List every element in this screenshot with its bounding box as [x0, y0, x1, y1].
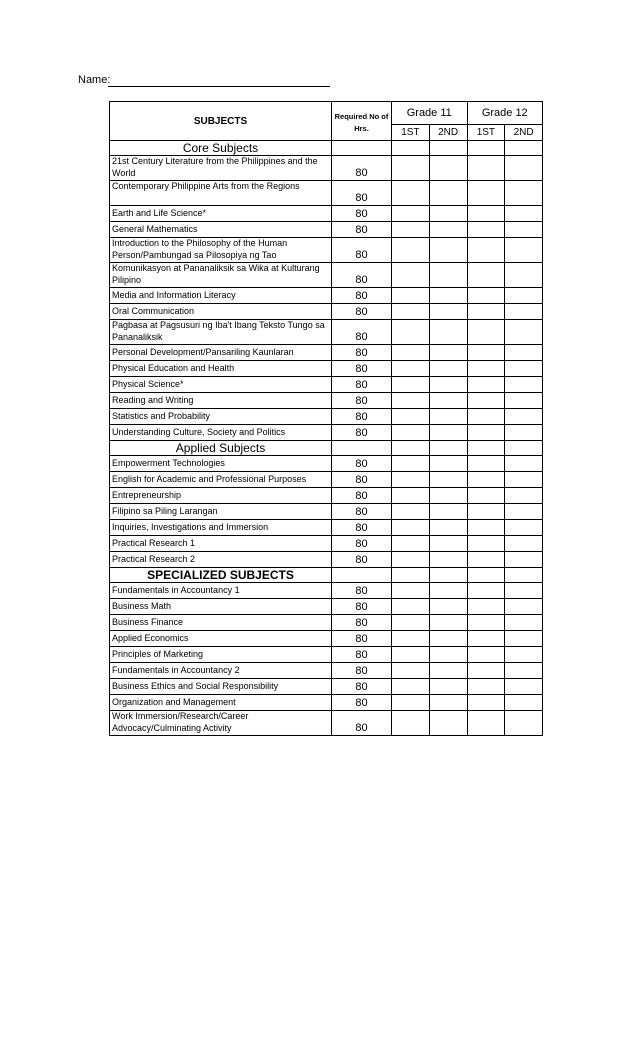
grade-cell-grade12-sem2[interactable] — [505, 393, 543, 409]
grade-cell-grade12-sem2[interactable] — [505, 695, 543, 711]
header-grade11-sem2: 2ND — [429, 125, 467, 141]
grade-cell-grade12-sem2[interactable] — [505, 583, 543, 599]
grade-cell-grade12-sem1[interactable] — [467, 377, 505, 393]
empty-cell — [392, 141, 430, 156]
subject-name: Physical Science* — [110, 377, 332, 393]
header-grade-12: Grade 12 — [467, 102, 543, 125]
grade-cell-grade11-sem1[interactable] — [392, 631, 430, 647]
table-row — [110, 536, 543, 552]
subject-name: Physical Education and Health — [110, 361, 332, 377]
grade-cell-grade11-sem1[interactable] — [392, 472, 430, 488]
header-subjects: SUBJECTS — [110, 102, 332, 141]
subject-name: Pagbasa at Pagsusuri ng Iba't Ibang Teksto Tungo sa Pananaliksik — [110, 320, 332, 345]
table-row — [110, 695, 543, 711]
subject-name: Filipino sa Piling Larangan — [110, 504, 332, 520]
grade-cell-grade11-sem2[interactable] — [429, 504, 467, 520]
grade-cell-grade11-sem2[interactable] — [429, 663, 467, 679]
required-hours-value: 80 — [332, 304, 392, 320]
grade-cell-grade11-sem1[interactable] — [392, 552, 430, 568]
table-row — [110, 377, 543, 393]
grade-cell-grade12-sem1[interactable] — [467, 238, 505, 263]
grade-cell-grade11-sem2[interactable] — [429, 679, 467, 695]
name-label: Name: — [78, 74, 111, 86]
table-row — [110, 488, 543, 504]
header-grade11-sem1: 1ST — [392, 125, 430, 141]
grade-cell-grade12-sem1[interactable] — [467, 647, 505, 663]
header-grade12-sem1: 1ST — [467, 125, 505, 141]
required-hours-value: 80 — [332, 409, 392, 425]
empty-cell — [392, 441, 430, 456]
section-row — [110, 568, 543, 583]
table-row — [110, 631, 543, 647]
grade-cell-grade12-sem1[interactable] — [467, 361, 505, 377]
subject-name: Principles of Marketing — [110, 647, 332, 663]
grade-cell-grade12-sem2[interactable] — [505, 345, 543, 361]
grade-cell-grade11-sem2[interactable] — [429, 647, 467, 663]
grade-cell-grade12-sem1[interactable] — [467, 488, 505, 504]
grade-cell-grade12-sem2[interactable] — [505, 679, 543, 695]
grade-cell-grade12-sem2[interactable] — [505, 288, 543, 304]
grade-cell-grade12-sem1[interactable] — [467, 631, 505, 647]
grade-cell-grade11-sem2[interactable] — [429, 456, 467, 472]
required-hours-value: 80 — [332, 222, 392, 238]
grade-cell-grade12-sem1[interactable] — [467, 456, 505, 472]
table-row — [110, 345, 543, 361]
grade-cell-grade12-sem2[interactable] — [505, 222, 543, 238]
section-title: Applied Subjects — [110, 441, 332, 456]
subject-name: Reading and Writing — [110, 393, 332, 409]
required-hours-value: 80 — [332, 288, 392, 304]
grade-cell-grade11-sem1[interactable] — [392, 377, 430, 393]
grade-cell-grade11-sem2[interactable] — [429, 409, 467, 425]
grade-cell-grade11-sem1[interactable] — [392, 320, 430, 345]
grade-cell-grade11-sem2[interactable] — [429, 361, 467, 377]
grade-cell-grade11-sem1[interactable] — [392, 663, 430, 679]
grade-cell-grade11-sem2[interactable] — [429, 599, 467, 615]
grade-cell-grade11-sem1[interactable] — [392, 361, 430, 377]
grade-cell-grade12-sem2[interactable] — [505, 206, 543, 222]
grade-cell-grade11-sem2[interactable] — [429, 695, 467, 711]
required-hours-value: 80 — [332, 536, 392, 552]
grade-cell-grade12-sem2[interactable] — [505, 647, 543, 663]
grade-cell-grade11-sem2[interactable] — [429, 393, 467, 409]
grade-cell-grade12-sem2[interactable] — [505, 263, 543, 288]
grade-cell-grade11-sem1[interactable] — [392, 238, 430, 263]
grade-cell-grade11-sem1[interactable] — [392, 647, 430, 663]
required-hours-value: 80 — [332, 425, 392, 441]
table-row — [110, 222, 543, 238]
header-required-hours: Required No of Hrs. — [332, 102, 392, 141]
required-hours-value: 80 — [332, 377, 392, 393]
empty-cell — [467, 141, 505, 156]
subject-name: Personal Development/Pansariling Kaunlaran — [110, 345, 332, 361]
grade-cell-grade12-sem2[interactable] — [505, 304, 543, 320]
table-row — [110, 304, 543, 320]
subject-name: Fundamentals in Accountancy 2 — [110, 663, 332, 679]
required-hours-value: 80 — [332, 552, 392, 568]
subjects-grade-table — [109, 101, 543, 736]
grade-cell-grade12-sem1[interactable] — [467, 552, 505, 568]
table-row — [110, 206, 543, 222]
subject-name: Inquiries, Investigations and Immersion — [110, 520, 332, 536]
required-hours-value: 80 — [332, 631, 392, 647]
section-row — [110, 441, 543, 456]
empty-cell — [467, 568, 505, 583]
grade-cell-grade12-sem1[interactable] — [467, 156, 505, 181]
grade-cell-grade12-sem2[interactable] — [505, 488, 543, 504]
grade-cell-grade11-sem2[interactable] — [429, 488, 467, 504]
table-row — [110, 181, 543, 206]
grade-cell-grade12-sem1[interactable] — [467, 345, 505, 361]
grade-cell-grade12-sem1[interactable] — [467, 320, 505, 345]
required-hours-value: 80 — [332, 393, 392, 409]
subject-name: Statistics and Probability — [110, 409, 332, 425]
grade-cell-grade12-sem2[interactable] — [505, 536, 543, 552]
required-hours-value: 80 — [332, 583, 392, 599]
grade-cell-grade11-sem2[interactable] — [429, 206, 467, 222]
grade-cell-grade12-sem1[interactable] — [467, 425, 505, 441]
table-row — [110, 599, 543, 615]
grade-cell-grade11-sem1[interactable] — [392, 583, 430, 599]
grade-cell-grade11-sem2[interactable] — [429, 222, 467, 238]
grade-cell-grade11-sem1[interactable] — [392, 222, 430, 238]
table-row — [110, 711, 543, 736]
subject-name: Komunikasyon at Pananaliksik sa Wika at Kulturang Pilipino — [110, 263, 332, 288]
grade-cell-grade11-sem2[interactable] — [429, 536, 467, 552]
grade-cell-grade11-sem1[interactable] — [392, 425, 430, 441]
required-hours-value: 80 — [332, 263, 392, 288]
grade-cell-grade11-sem1[interactable] — [392, 488, 430, 504]
table-row — [110, 263, 543, 288]
grade-cell-grade11-sem1[interactable] — [392, 536, 430, 552]
grade-cell-grade11-sem1[interactable] — [392, 520, 430, 536]
required-hours-value: 80 — [332, 361, 392, 377]
grade-cell-grade11-sem2[interactable] — [429, 345, 467, 361]
empty-cell — [429, 441, 467, 456]
grade-cell-grade12-sem1[interactable] — [467, 536, 505, 552]
subject-name: Practical Research 1 — [110, 536, 332, 552]
grade-cell-grade11-sem1[interactable] — [392, 181, 430, 206]
grade-cell-grade12-sem1[interactable] — [467, 288, 505, 304]
empty-cell — [332, 441, 392, 456]
required-hours-value: 80 — [332, 647, 392, 663]
subject-name: Earth and Life Science* — [110, 206, 332, 222]
required-hours-value: 80 — [332, 156, 392, 181]
header-grade-11: Grade 11 — [392, 102, 468, 125]
grade-cell-grade11-sem1[interactable] — [392, 345, 430, 361]
required-hours-value: 80 — [332, 345, 392, 361]
subject-name: Contemporary Philippine Arts from the Regions — [110, 181, 332, 206]
empty-cell — [392, 568, 430, 583]
grade-cell-grade11-sem1[interactable] — [392, 409, 430, 425]
subject-name: Empowerment Technologies — [110, 456, 332, 472]
table-row — [110, 238, 543, 263]
table-row — [110, 472, 543, 488]
table-row — [110, 615, 543, 631]
required-hours-value: 80 — [332, 181, 392, 206]
grade-cell-grade12-sem1[interactable] — [467, 393, 505, 409]
grade-cell-grade11-sem2[interactable] — [429, 711, 467, 736]
grade-cell-grade12-sem2[interactable] — [505, 181, 543, 206]
grade-cell-grade12-sem2[interactable] — [505, 711, 543, 736]
grade-cell-grade12-sem2[interactable] — [505, 504, 543, 520]
table-row — [110, 504, 543, 520]
required-hours-value: 80 — [332, 320, 392, 345]
grade-cell-grade12-sem1[interactable] — [467, 304, 505, 320]
subject-name: Business Finance — [110, 615, 332, 631]
required-hours-value: 80 — [332, 520, 392, 536]
table-row — [110, 552, 543, 568]
section-title: Core Subjects — [110, 141, 332, 156]
grade-cell-grade12-sem1[interactable] — [467, 599, 505, 615]
empty-cell — [429, 568, 467, 583]
section-title: SPECIALIZED SUBJECTS — [110, 568, 332, 583]
table-row — [110, 288, 543, 304]
grade-cell-grade11-sem2[interactable] — [429, 583, 467, 599]
grade-cell-grade12-sem1[interactable] — [467, 663, 505, 679]
grade-cell-grade12-sem1[interactable] — [467, 583, 505, 599]
grade-cell-grade12-sem2[interactable] — [505, 320, 543, 345]
grade-cell-grade11-sem1[interactable] — [392, 304, 430, 320]
table-row — [110, 583, 543, 599]
grade-cell-grade11-sem1[interactable] — [392, 156, 430, 181]
grade-cell-grade12-sem1[interactable] — [467, 263, 505, 288]
grade-cell-grade11-sem1[interactable] — [392, 288, 430, 304]
grade-cell-grade11-sem2[interactable] — [429, 472, 467, 488]
grade-cell-grade11-sem1[interactable] — [392, 504, 430, 520]
subject-name: Business Ethics and Social Responsibility — [110, 679, 332, 695]
grade-cell-grade12-sem2[interactable] — [505, 552, 543, 568]
grade-cell-grade12-sem2[interactable] — [505, 663, 543, 679]
table-row — [110, 425, 543, 441]
required-hours-value: 80 — [332, 663, 392, 679]
grade-cell-grade12-sem1[interactable] — [467, 409, 505, 425]
table-row — [110, 647, 543, 663]
required-hours-value: 80 — [332, 488, 392, 504]
required-hours-value: 80 — [332, 599, 392, 615]
table-row — [110, 409, 543, 425]
grade-cell-grade11-sem1[interactable] — [392, 711, 430, 736]
grade-cell-grade11-sem1[interactable] — [392, 393, 430, 409]
subject-name: Introduction to the Philosophy of the Human Person/Pambungad sa Pilosopiya ng Tao — [110, 238, 332, 263]
subject-name: Media and Information Literacy — [110, 288, 332, 304]
grade-cell-grade12-sem2[interactable] — [505, 156, 543, 181]
grade-cell-grade11-sem2[interactable] — [429, 425, 467, 441]
grade-cell-grade11-sem2[interactable] — [429, 288, 467, 304]
name-field-row — [78, 72, 338, 90]
grade-cell-grade11-sem1[interactable] — [392, 263, 430, 288]
grade-cell-grade11-sem2[interactable] — [429, 615, 467, 631]
section-row — [110, 141, 543, 156]
subject-name: General Mathematics — [110, 222, 332, 238]
empty-cell — [505, 568, 543, 583]
table-row — [110, 393, 543, 409]
table-row — [110, 361, 543, 377]
grade-cell-grade11-sem2[interactable] — [429, 520, 467, 536]
empty-cell — [332, 568, 392, 583]
table-row — [110, 156, 543, 181]
subject-name: Business Math — [110, 599, 332, 615]
grade-cell-grade11-sem2[interactable] — [429, 304, 467, 320]
grade-cell-grade12-sem2[interactable] — [505, 409, 543, 425]
grade-cell-grade11-sem2[interactable] — [429, 631, 467, 647]
grade-cell-grade12-sem2[interactable] — [505, 472, 543, 488]
grade-cell-grade12-sem1[interactable] — [467, 181, 505, 206]
grade-cell-grade12-sem2[interactable] — [505, 520, 543, 536]
grade-cell-grade12-sem1[interactable] — [467, 222, 505, 238]
grade-cell-grade11-sem2[interactable] — [429, 181, 467, 206]
required-hours-value: 80 — [332, 206, 392, 222]
subject-name: English for Academic and Professional Purposes — [110, 472, 332, 488]
empty-cell — [467, 441, 505, 456]
grade-cell-grade12-sem2[interactable] — [505, 456, 543, 472]
table-row — [110, 679, 543, 695]
grade-cell-grade12-sem1[interactable] — [467, 520, 505, 536]
subject-name: Work Immersion/Research/Career Advocacy/Culminating Activity — [110, 711, 332, 736]
subject-name: Entrepreneurship — [110, 488, 332, 504]
empty-cell — [505, 441, 543, 456]
required-hours-value: 80 — [332, 504, 392, 520]
required-hours-value: 80 — [332, 456, 392, 472]
subject-name: Understanding Culture, Society and Politics — [110, 425, 332, 441]
subject-name: Practical Research 2 — [110, 552, 332, 568]
subject-name: Oral Communication — [110, 304, 332, 320]
grade-cell-grade11-sem2[interactable] — [429, 377, 467, 393]
grade-cell-grade12-sem1[interactable] — [467, 504, 505, 520]
grade-cell-grade12-sem1[interactable] — [467, 615, 505, 631]
grade-cell-grade12-sem1[interactable] — [467, 679, 505, 695]
grade-cell-grade12-sem2[interactable] — [505, 425, 543, 441]
table-row — [110, 520, 543, 536]
table-body — [110, 141, 543, 736]
grade-cell-grade11-sem1[interactable] — [392, 456, 430, 472]
name-underline-field[interactable] — [108, 86, 330, 87]
subject-name: Organization and Management — [110, 695, 332, 711]
grade-cell-grade11-sem2[interactable] — [429, 320, 467, 345]
grade-cell-grade12-sem1[interactable] — [467, 695, 505, 711]
grade-cell-grade11-sem2[interactable] — [429, 156, 467, 181]
grade-cell-grade11-sem2[interactable] — [429, 552, 467, 568]
empty-cell — [429, 141, 467, 156]
table-row — [110, 663, 543, 679]
grade-cell-grade12-sem2[interactable] — [505, 238, 543, 263]
subject-name: Fundamentals in Accountancy 1 — [110, 583, 332, 599]
required-hours-value: 80 — [332, 615, 392, 631]
grade-cell-grade11-sem1[interactable] — [392, 615, 430, 631]
grade-cell-grade12-sem2[interactable] — [505, 361, 543, 377]
grade-cell-grade12-sem2[interactable] — [505, 631, 543, 647]
header-grade12-sem2: 2ND — [505, 125, 543, 141]
table-row — [110, 456, 543, 472]
grade-cell-grade12-sem2[interactable] — [505, 599, 543, 615]
empty-cell — [505, 141, 543, 156]
subject-name: Applied Economics — [110, 631, 332, 647]
grade-cell-grade11-sem2[interactable] — [429, 263, 467, 288]
table-row — [110, 320, 543, 345]
required-hours-value: 80 — [332, 695, 392, 711]
grade-cell-grade11-sem1[interactable] — [392, 599, 430, 615]
grade-cell-grade12-sem2[interactable] — [505, 615, 543, 631]
grade-cell-grade12-sem1[interactable] — [467, 711, 505, 736]
grade-cell-grade11-sem1[interactable] — [392, 206, 430, 222]
empty-cell — [332, 141, 392, 156]
subject-name: 21st Century Literature from the Philippines and the World — [110, 156, 332, 181]
required-hours-value: 80 — [332, 711, 392, 736]
grade-cell-grade12-sem2[interactable] — [505, 377, 543, 393]
required-hours-value: 80 — [332, 238, 392, 263]
grade-cell-grade11-sem2[interactable] — [429, 238, 467, 263]
grade-cell-grade11-sem1[interactable] — [392, 679, 430, 695]
grade-cell-grade12-sem1[interactable] — [467, 472, 505, 488]
grade-cell-grade12-sem1[interactable] — [467, 206, 505, 222]
grade-cell-grade11-sem1[interactable] — [392, 695, 430, 711]
required-hours-value: 80 — [332, 472, 392, 488]
required-hours-value: 80 — [332, 679, 392, 695]
